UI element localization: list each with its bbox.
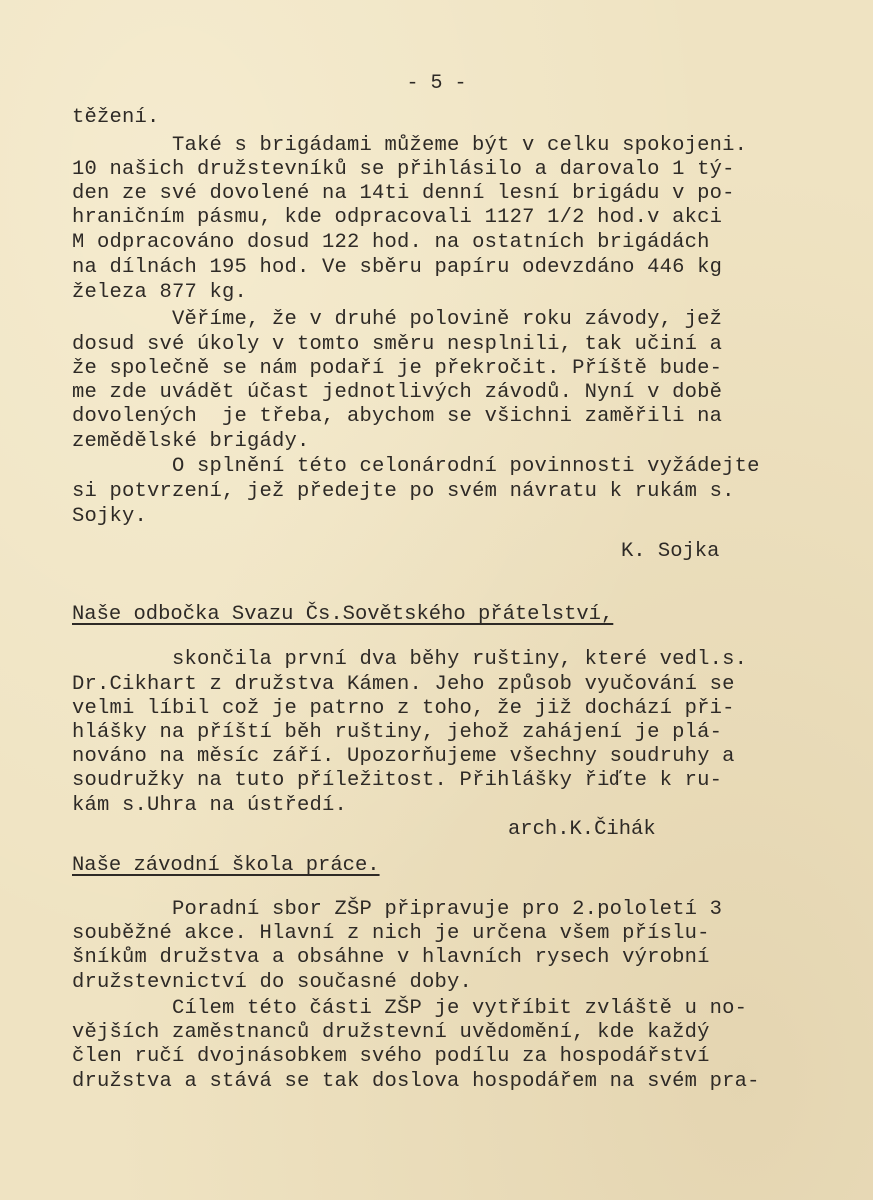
text-line: že společně se nám podaří je překročit. Příště bude- bbox=[72, 357, 723, 380]
signature-cihak: arch.K.Čihák bbox=[508, 818, 656, 841]
text-line: kám s.Uhra na ústředí. bbox=[72, 794, 348, 817]
section-heading: Naše odbočka Svazu Čs.Sovětského přátelství, bbox=[72, 603, 614, 626]
text-line: me zde uvádět účast jednotlivých závodů. Nyní v době bbox=[72, 381, 723, 404]
text-line: Poradní sbor ZŠP připravuje pro 2.pololetí 3 bbox=[172, 898, 723, 921]
text-line: vějších zaměstnanců družstevní uvědomění, kde každý bbox=[72, 1021, 710, 1044]
text-line: na dílnách 195 hod. Ve sběru papíru odevzdáno 446 kg bbox=[72, 256, 723, 279]
section-heading: Naše závodní škola práce. bbox=[72, 854, 380, 877]
text-line: dosud své úkoly v tomto směru nesplnili, tak učiní a bbox=[72, 333, 723, 356]
text-line: hraničním pásmu, kde odpracovali 1127 1/2 hod.v akci bbox=[72, 206, 723, 229]
text-line: Cílem této části ZŠP je vytříbit zvláště u no- bbox=[172, 997, 748, 1020]
text-line: Také s brigádami můžeme být v celku spokojeni. bbox=[172, 134, 748, 157]
text-line: dovolených je třeba, abychom se všichni zaměřili na bbox=[72, 405, 723, 428]
text-line: šníkům družstva a obsáhne v hlavních rysech výrobní bbox=[72, 946, 710, 969]
page-number: - 5 - bbox=[406, 72, 467, 95]
text-line: si potvrzení, jež předejte po svém návratu k rukám s. bbox=[72, 480, 735, 503]
text-line: železa 877 kg. bbox=[72, 281, 248, 304]
text-line: Sojky. bbox=[72, 505, 148, 528]
text-line: Věříme, že v druhé polovině roku závody, jež bbox=[172, 308, 723, 331]
text-line: soudružky na tuto příležitost. Přihlášky řiďte k ru- bbox=[72, 769, 723, 792]
text-line: O splnění této celonárodní povinnosti vyžádejte bbox=[172, 455, 760, 478]
text-line: družstva a stává se tak doslova hospodářem na svém pra- bbox=[72, 1070, 760, 1093]
text-line: hlášky na příští běh ruštiny, jehož zahájení je plá- bbox=[72, 721, 723, 744]
text-line: družstevnictví do současné doby. bbox=[72, 971, 473, 994]
text-line: M odpracováno dosud 122 hod. na ostatních brigádách bbox=[72, 231, 710, 254]
text-line: den ze své dovolené na 14ti denní lesní brigádu v po- bbox=[72, 182, 735, 205]
text-line: zemědělské brigády. bbox=[72, 430, 310, 453]
text-line: souběžné akce. Hlavní z nich je určena všem příslu- bbox=[72, 922, 710, 945]
text-line: člen ručí dvojnásobkem svého podílu za hospodářství bbox=[72, 1045, 710, 1068]
signature-sojka: K. Sojka bbox=[621, 540, 720, 563]
text-line: velmi líbil což je patrno z toho, že již dochází při- bbox=[72, 697, 735, 720]
text-line: těžení. bbox=[72, 106, 160, 129]
text-line: Dr.Cikhart z družstva Kámen. Jeho způsob vyučování se bbox=[72, 673, 735, 696]
text-line: nováno na měsíc září. Upozorňujeme všechny soudruhy a bbox=[72, 745, 735, 768]
text-line: skončila první dva běhy ruštiny, které vedl.s. bbox=[172, 648, 748, 671]
text-line: 10 našich družstevníků se přihlásilo a darovalo 1 tý- bbox=[72, 158, 735, 181]
